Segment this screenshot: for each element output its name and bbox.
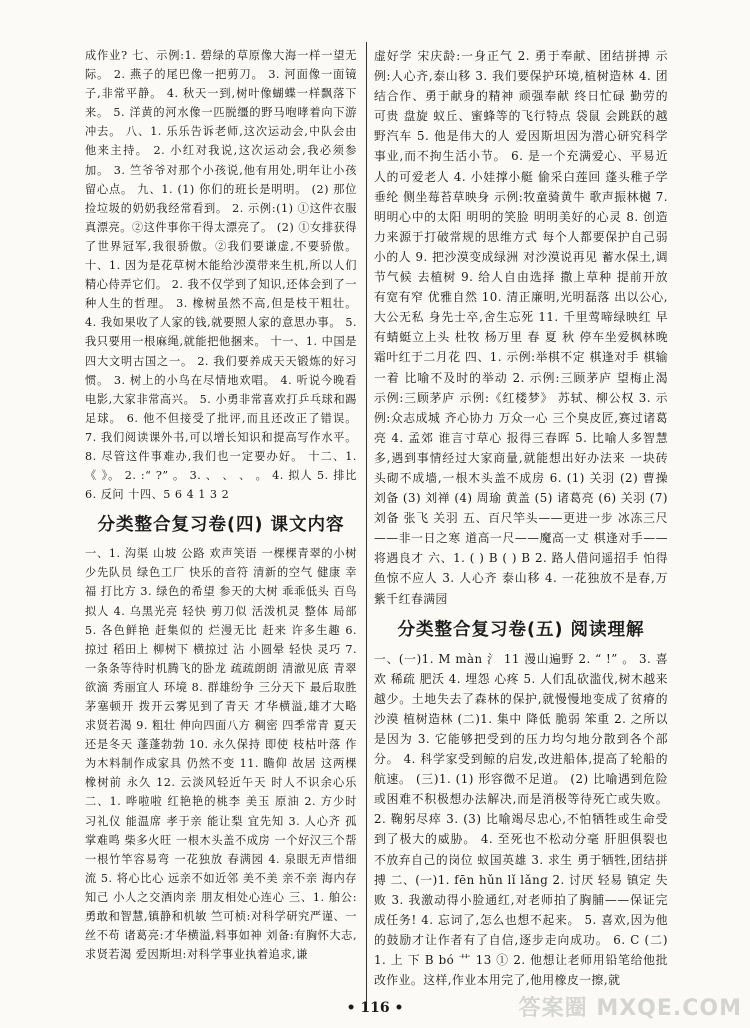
answer-text-block: 成作业? 七、示例:1. 碧绿的草原像大海一样一望无际。 2. 燕子的尾巴像一把剪刀。 3. 河面像一面镜子,非常平静。 4. 秋天一到,树叶像蝴蝶一样飘落下来。 5. 洋黄的河水像一匹脱缰的野马咆哮着向下游冲去。 八、1. 乐乐告诉老师,这次运动会,中队会由他来主持。 2. 小红对我说,这次运动会,我必须参加。 3. 竺爷爷对那个小孩说,他有用处,明年让小孩留心点。 九、1. (1) 你们的班长是明明。 (2) 那位捡垃圾的奶奶我经常看到。 2. 示例:(1) ①这件衣服真漂亮。②这件事你干得太漂亮了。 (2) ①女排获得了世界冠军,我很骄傲。②我们要谦虚,不要骄傲。 十、1. 因为是花草树木能给沙漠带来生机,所以人们精心侍弄它们。 2. 我不仅学到了知识,还体会到了一种人生的哲理。 3. 橡树虽然不高,但是枝干粗壮。 4. 我如果收了人家的钱,就要照人家的意思办事。 5. 我只要用一根麻绳,就能把他捆来。 十一、1. 中国是四大文明古国之一。 2. 我们要养成天天锻炼的好习惯。 3. 树上的小鸟在尽情地欢唱。 4. 听说今晚看电影,大家非常高兴。 5. 小勇非常喜欢打乒乓球和踢足球。 6. 他不但接受了批评,而且还改正了错误。 7. 我们阅读课外书,可以增长知识和提高写作水平。 8. 尽管这件事难办,我们也一定要办好。 十二、1. 《 》。 2. :“ ?” 。 3. 、 、 、 。 4. 拟人 5. 排比 6. 反问 十四、5 6 4 1 3 2 [85, 49, 357, 502]
page-number: • 116 • [346, 1000, 404, 1016]
column-divider [366, 42, 367, 1010]
section-heading-review-5: 分类整合复习卷(五) 阅读理解 [397, 619, 645, 640]
watermark-logo: 答案圈 MXQE.COM [518, 996, 742, 1021]
section-heading-review-4: 分类整合复习卷(四) 课文内容 [97, 515, 345, 536]
right-column [374, 46, 668, 990]
answer-text-block: 一、(一)1. M màn 氵 11 漫山遍野 2. “ !” 。 3. 喜欢 稀疏 肥沃 4. 埋怨 心疼 5. 人们乱砍滥伐,树木越来越少。土地失去了森林的保护,就慢慢地变成了贫瘠的沙漠 植树造林 (二)1. 集中 降低 脆弱 笨重 2. 之所以是因为 3. 它能够把受到的压力均匀地分散到各个部分。 4. 科学家受到鲸的启发,改进船体,提高了轮船的航速。 (三)1. (1) 形容微不足道。 (2) 比喻遇到危险或困难不积极想办法解决,而是消极等待死亡或失败。 2. 鞠躬尽瘁 3. (3) 比喻竭尽忠心,不怕牺牲或生命受到了极大的威胁。 4. 至死也不松动分毫 肝胆俱裂也不放弃自己的岗位 蚁国英雄 3. 求生 勇于牺牲,团结拼搏 二、(一)1. fēn hǔn lǐ lǎng 2. 讨厌 轻易 镇定 失败 3. 我激动得小脸通红,对老师拍了胸脯——保证完成任务! 4. 忘词了,怎么也想不起来。 5. 喜欢,因为他的鼓励才让作者有了自信,逐步走向成功。 6. C (二)1. 上 下 B bó 艹 13 ① 2. 他想让老师用铅笔给他批改作业。这样,作业本用完了,他用橡皮一擦,就 [374, 651, 668, 988]
answer-text-block: 虚好学 宋庆龄:一身正气 2. 勇于奉献、团结拼搏 示例:人心齐,泰山移 3. 我们要保护环境,植树造林 4. 团结合作、勇于献身的精神 顽强奉献 终日忙碌 勤劳的可贵 盘旋 蚁丘、蜜蜂等的飞行特点 袋鼠 会跳跃的越野汽车 5. 他是伟大的人 爱因斯坦因为潜心研究科学事业,而不拘生活小节。 6. 是一个充满爱心、平易近人的可爱老人 4. 小娃撑小艇 偷采白莲回 蓬头稚子学垂纶 侧坐莓苔草映身 示例:牧童骑黄牛 歌声振林樾 7. 明明心中的太阳 明明的笑脸 明明美好的心灵 8. 创造力来源于打破常规的思维方式 每个人都要保护自己弱小的人 9. 把沙漠变成绿洲 对沙漠说再见 蓄水保土,调节气候 去植树 9. 给人自由选择 撒上草种 提前开放 有宽有窄 优雅自然 10. 清正廉明,光明磊落 出以公心,大公无私 身先士卒,舍生忘死 11. 千里莺啼绿映红 早有蜻蜓立上头 杜牧 杨万里 春 夏 秋 停车坐爱枫林晚 霜叶红于二月花 四、1. 示例:举棋不定 棋逢对手 棋输一着 比喻不及时的举动 2. 示例:三顾茅庐 望梅止渴 示例:三顾茅庐 示例:《红楼梦》 苏轼、柳公权 3. 示例:众志成城 齐心协力 万众一心 三个臭皮匠,赛过诸葛亮 4. 孟郊 谁言寸草心 报得三春晖 5. 比喻人多智慧多,遇到事情经过大家商量,就能想出好办法来 一块砖头砌不成墙,一根木头盖不成房 6. (1) 关羽 (2) 曹操 刘备 (3) 刘禅 (4) 周瑜 黄盖 (5) 诸葛亮 (6) 关羽 (7) 刘备 张飞 关羽 五、百尺竿头——更进一步 冰冻三尺——非一日之寒 道高一尺——魔高一丈 棋逢对手——将遇良才 六、1. ( ) B ( ) B 2. 路人借问遥招手 怕得鱼惊不应人 3. 人心齐 泰山移 4. 一花独放不是春,万紫千红春满园 [374, 49, 668, 606]
answer-text-block: 一、1. 沟渠 山坡 公路 欢声笑语 一棵棵青翠的小树 少先队员 绿色工厂 快乐的音符 清新的空气 健康 幸福 打比方 3. 绿色的希望 参天的大树 乖乖低头 百鸟 拟人 4. 乌黑光亮 轻快 剪刀似 活泼机灵 整体 局部 5. 各色鲜艳 赶集似的 烂漫无比 赶来 许多生趣 6. 掠过 稻田上 柳树下 横掠过 沾 小圆晕 轻快 灵巧 7. 一条条等待时机腾飞的卧龙 疏疏朗朗 清澈见底 青翠欲滴 秀丽宜人 环境 8. 群雄纷争 三分天下 最后取胜 茅塞顿开 拨开云雾见到了青天 才华横溢,雄才大略 求贤若渴 9. 粗壮 伸向四面八方 稠密 四季常青 夏天还是冬天 蓬蓬勃勃 10. 永久保持 即使 枝枯叶落 作为木料制作成家具 仍然不变 11. 瞻仰 故居 这两棵橡树前 永久 12. 云淡风轻近午天 时人不识余心乐 二、1. 哗啦啦 红艳艳的桃李 美玉 原油 2. 方少时 习礼仪 能温席 孝于亲 能让梨 宜先知 3. 人心齐 孤掌难鸣 柴多火旺 一根木头盖不成房 一个好汉三个帮 一根竹竿容易弯 一花独放 春满园 4. 泉眼无声惜细流 5. 将心比心 远亲不如近邻 美不美 亲不亲 海内存知己 小人之交酒肉亲 朋友相处心连心 三、1. 舶公:勇敢和智慧,镇静和机敏 竺可桢:对科学研究严谨、一丝不苟 诸葛亮:才华横溢,料事如神 刘备:有胸怀大志,求贤若渴 爱因斯坦:对科学事业执着追求,谦 [85, 547, 357, 962]
left-column [85, 46, 357, 964]
